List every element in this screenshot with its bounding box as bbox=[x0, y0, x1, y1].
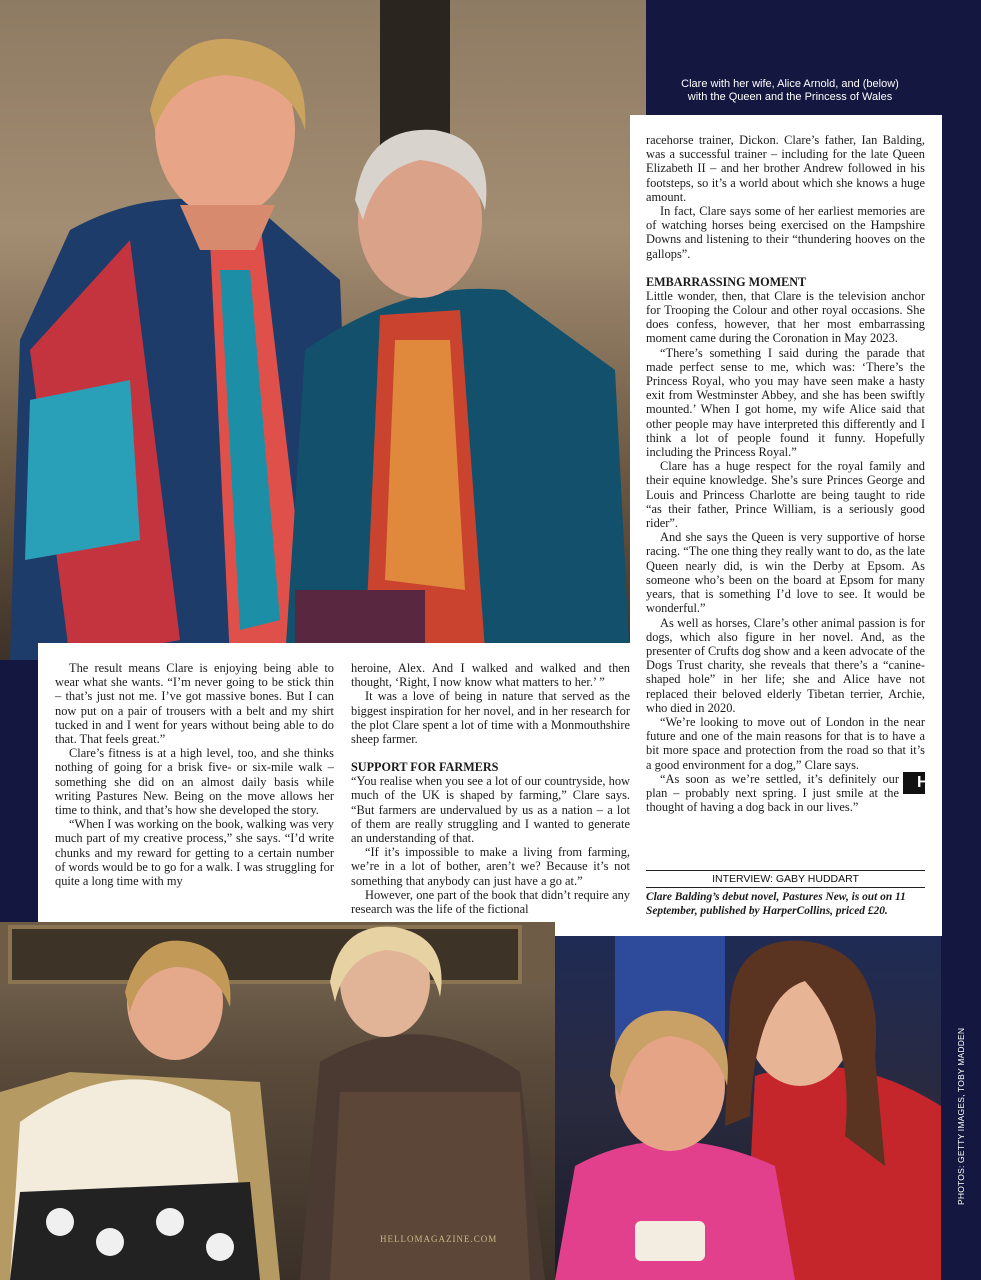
photo-caption bbox=[655, 78, 925, 104]
photo-credit bbox=[938, 1027, 981, 1210]
caption-line-2: with the Queen and the Princess of Wales bbox=[687, 91, 893, 103]
paragraph: racehorse trainer, Dickon. Clare’s father, Ian Balding, was a successful trainer – including for the late Queen Elizabeth II – and her brother Andrew followed in his footsteps, so it’s a world about which she knows a huge amount. bbox=[646, 133, 925, 204]
paragraph: “If it’s impossible to make a living from farming, we’re in a lot of bother, aren’t we? Because it’s not something that anybody can just have a go at.” bbox=[351, 845, 630, 888]
paragraph: The result means Clare is enjoying being able to wear what she wants. “I’m never going to be stick thin – that’s just not me. I’ve got massive bones. But I can now put on a pair of trousers with a belt and my shirt tucked in and I went for years without being able to do that. That feels great.” bbox=[55, 661, 334, 747]
photo-with-princess-illustration bbox=[555, 936, 941, 1280]
subheading: EMBARRASSING MOMENT bbox=[646, 274, 807, 289]
article-column-1 bbox=[55, 661, 334, 888]
hero-photo bbox=[0, 0, 646, 660]
interview-credit: INTERVIEW: GABY HUDDART bbox=[646, 870, 925, 888]
paragraph: It was a love of being in nature that served as the biggest inspiration for her novel, and in her research for the plot Clare spent a lot of time with a Monmouthshire sheep farmer. bbox=[351, 689, 630, 747]
paragraph: “When I was working on the book, walking was very much part of my creative process,” she says. “I’d write chunks and my reward for getting to a certain number of words would be to go for a walk. I was struggling for quite a long time with my bbox=[55, 817, 334, 889]
paragraph: As well as horses, Clare’s other animal passion is for dogs, which also figure in her novel. And, as the presenter of Crufts dog show and a keen advocate of the Dogs Trust charity, she reveals that there’s a “canine-shaped hole” in her life; she and Alice have not replaced their beloved elderly Tibetan terrier, Archie, who died in 2020. bbox=[646, 615, 925, 715]
article-column-2 bbox=[351, 661, 630, 916]
book-footnote: Clare Balding’s debut novel, Pastures New, is out on 11 September, published by HarperCollins, priced £20. bbox=[646, 891, 906, 917]
caption-line-1: Clare with her wife, Alice Arnold, and (below) bbox=[681, 78, 899, 90]
paragraph: heroine, Alex. And I walked and walked and then thought, ‘Right, I now know what matters to her.’ ” bbox=[351, 661, 630, 690]
paragraph: However, one part of the book that didn’t require any research was the life of the fictional bbox=[351, 887, 630, 917]
article-column-3 bbox=[646, 133, 929, 815]
paragraph: Little wonder, then, that Clare is the television anchor for Trooping the Colour and other royal occasions. She does confess, however, that her most embarrassing moment came during the Coronation in May 2023. bbox=[646, 288, 925, 346]
paragraph: Clare’s fitness is at a high level, too, and she thinks nothing of going for a brisk five- or six-mile walk – something she did on an almost daily basis while writing Pastures New. Being on the move allows her time to think, and that’s how she developed the story. bbox=[55, 746, 334, 818]
paragraph: “You realise when you see a lot of our countryside, how much of the UK is shaped by farming,” Clare says. “But farmers are undervalued by us as a nation – a lot of them are really struggling and I wanted to generate an understanding of that. bbox=[351, 774, 630, 846]
subheading: SUPPORT FOR FARMERS bbox=[351, 760, 499, 775]
page-folio: HELLOMAGAZINE.COM bbox=[380, 1234, 498, 1244]
paragraph: Clare has a huge respect for the royal family and their equine knowledge. She’s sure Princes George and Louis and Princess Charlotte are being taught to ride “as their father, Prince William, is a seriously good rider”. bbox=[646, 459, 925, 531]
photo-with-queen-illustration bbox=[0, 922, 555, 1280]
paragraph: “There’s something I said during the parade that made perfect sense to me, which was: ‘There’s the Princess Royal, who you may have seen make a hasty exit from Westminster Abbey, and she has been swiftly mounted.’ When I got home, my wife Alice said that other people may have interpreted this differently and I think a lot of people found it funny. Hopefully including the Princess Royal.” bbox=[646, 345, 925, 460]
paragraph: In fact, Clare says some of her earliest memories are of watching horses being exercised on the Hampshire Downs and listening to their “thundering hooves on the gallops”. bbox=[646, 204, 925, 261]
photo-with-queen bbox=[0, 922, 555, 1280]
photo-with-princess bbox=[555, 936, 941, 1280]
photo-credit-text: PHOTOS: GETTY IMAGES, TOBY MADDEN bbox=[956, 1027, 966, 1205]
paragraph: “We’re looking to move out of London in the near future and one of the main reasons for that is to have a bit more space and protection from the road so that it’s a good environment for a dog,” Clare says. bbox=[646, 714, 925, 772]
paragraph-final bbox=[646, 771, 929, 815]
paragraph: And she says the Queen is very supportive of horse racing. “The one thing they really want to do, as the late Queen nearly did, is win the Derby at Epsom. As someone who’s been on the board at Epsom for many years, that is something I’d love to see. It would be wonderful.” bbox=[646, 530, 925, 616]
paragraph-final-text: “As soon as we’re settled, it’s definitely our plan – probably next spring. I just smile at the thought of having a dog back in our lives.” bbox=[646, 771, 899, 815]
woman-teal-blazer bbox=[285, 110, 630, 660]
hello-end-mark-icon: H bbox=[903, 772, 925, 794]
